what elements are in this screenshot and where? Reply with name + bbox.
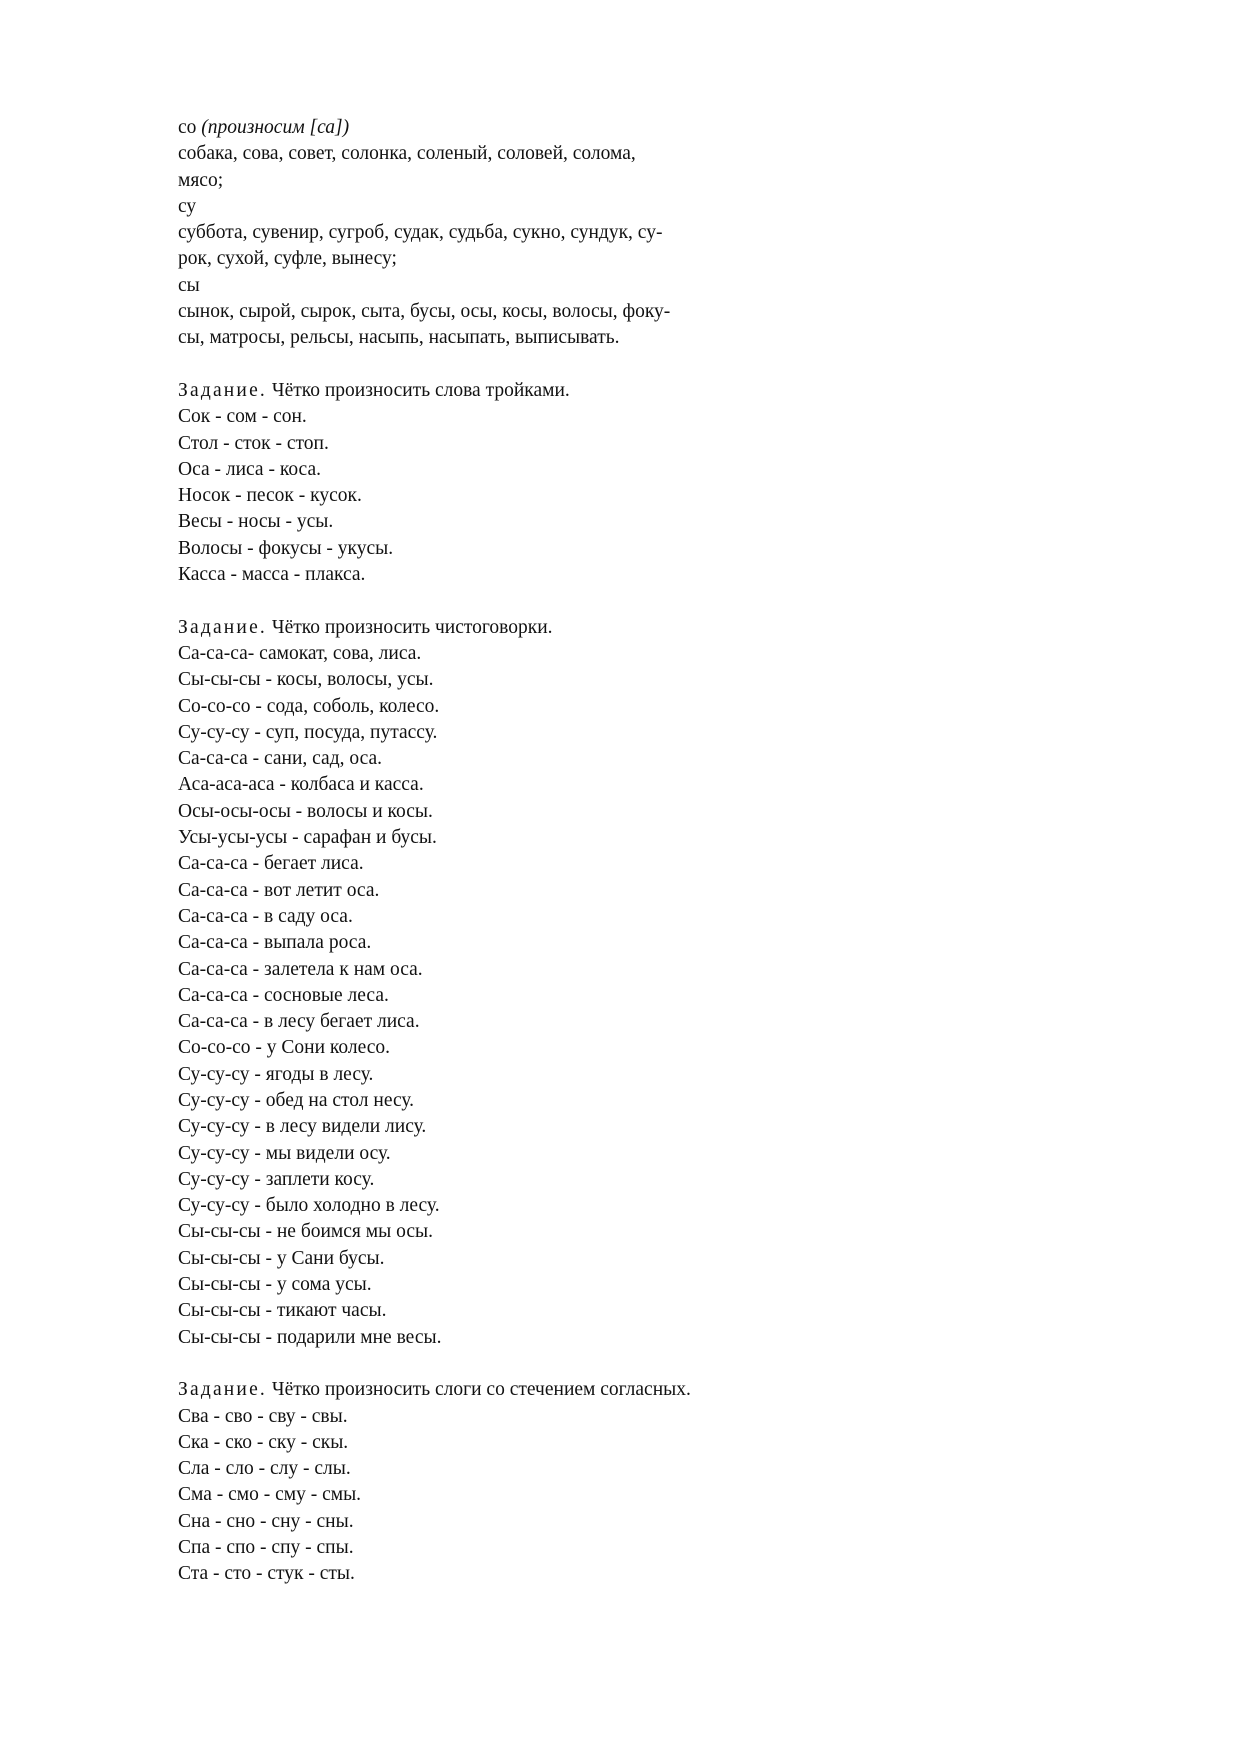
task-instruction: Чётко произносить слова тройками.	[267, 379, 570, 401]
task-heading-triplets	[178, 378, 798, 404]
exercise-line: Са-са-са - бегает лиса.	[178, 853, 364, 875]
exercise-line: Усы-усы-усы - сарафан и бусы.	[178, 827, 437, 849]
task-label: Задание.	[178, 616, 268, 638]
exercise-line: Са-са-са - выпала роса.	[178, 932, 372, 954]
exercise-line: Сы-сы-сы - косы, волосы, усы.	[178, 669, 434, 691]
exercise-line: Ста - сто - стук - сты.	[178, 1563, 355, 1585]
document-page	[178, 115, 798, 1588]
exercise-line: Су-су-су - мы видели осу.	[178, 1142, 391, 1164]
exercise-line: Сы-сы-сы - подарили мне весы.	[178, 1326, 442, 1348]
exercise-line: Со-со-со - у Сони колесо.	[178, 1037, 391, 1059]
tongue-twisters-list	[178, 641, 798, 1351]
paragraph-gap	[178, 1351, 798, 1377]
syllable-heading-so	[178, 115, 798, 141]
exercise-line: Сы-сы-сы - тикают часы.	[178, 1300, 387, 1322]
triplets-list	[178, 404, 798, 588]
exercise-line: Касса - масса - плакса.	[178, 564, 366, 586]
word-line: сы, матросы, рельсы, насыпь, насыпать, выписывать.	[178, 327, 620, 349]
paragraph-gap	[178, 352, 798, 378]
paragraph-gap	[178, 588, 798, 614]
word-line: суббота, сувенир, сугроб, судак, судьба, сукно, сундук, су-	[178, 222, 663, 244]
exercise-line: Су-су-су - заплети косу.	[178, 1168, 375, 1190]
exercise-line: Носок - песок - кусок.	[178, 485, 362, 507]
word-line: сынок, сырой, сырок, сыта, бусы, осы, косы, волосы, фоку-	[178, 301, 671, 323]
exercise-line: Стол - сток - стоп.	[178, 432, 329, 454]
exercise-line: Оса - лиса - коса.	[178, 458, 321, 480]
task-instruction: Чётко произносить чистоговорки.	[267, 616, 553, 638]
syllable-sy: сы	[178, 274, 200, 296]
exercise-line: Су-су-су - обед на стол несу.	[178, 1089, 415, 1111]
syllable-su: су	[178, 195, 197, 217]
exercise-line: Со-со-со - сода, соболь, колесо.	[178, 695, 440, 717]
exercise-line: Са-са-са - сани, сад, оса.	[178, 748, 383, 770]
word-line: рок, сухой, суфле, вынесу;	[178, 248, 397, 270]
exercise-line: Волосы - фокусы - укусы.	[178, 537, 394, 559]
task-heading-tongue-twisters	[178, 615, 798, 641]
exercise-line: Ска - ско - ску - скы.	[178, 1431, 349, 1453]
exercise-line: Са-са-са - залетела к нам оса.	[178, 958, 423, 980]
task-heading-clusters	[178, 1377, 798, 1403]
exercise-line: Са-са-са - в лесу бегает лиса.	[178, 1011, 420, 1033]
exercise-line: Сок - сом - сон.	[178, 406, 307, 428]
exercise-line: Спа - спо - спу - спы.	[178, 1537, 354, 1559]
task-label: Задание.	[178, 379, 268, 401]
exercise-line: Сва - сво - сву - свы.	[178, 1405, 348, 1427]
task-instruction: Чётко произносить слоги со стечением согласных.	[267, 1379, 691, 1401]
exercise-line: Са-са-са - сосновые леса.	[178, 984, 389, 1006]
exercise-line: Осы-осы-осы - волосы и косы.	[178, 800, 433, 822]
exercise-line: Весы - носы - усы.	[178, 511, 334, 533]
exercise-line: Су-су-су - суп, посуда, путассу.	[178, 721, 438, 743]
exercise-line: Су-су-су - ягоды в лесу.	[178, 1063, 374, 1085]
pronunciation-note: (произносим [са])	[201, 117, 350, 138]
exercise-line: Са-са-са- самокат, сова, лиса.	[178, 642, 422, 664]
syllable-so: со	[178, 117, 197, 138]
exercise-line: Аса-аса-аса - колбаса и касса.	[178, 774, 424, 796]
exercise-line: Су-су-су - было холодно в лесу.	[178, 1195, 440, 1217]
exercise-line: Сма - смо - сму - смы.	[178, 1484, 362, 1506]
clusters-list	[178, 1404, 798, 1588]
word-line: мясо;	[178, 169, 224, 191]
exercise-line: Сы-сы-сы - не боимся мы осы.	[178, 1221, 433, 1243]
exercise-line: Сна - сно - сну - сны.	[178, 1510, 354, 1532]
task-label: Задание.	[178, 1379, 268, 1401]
exercise-line: Су-су-су - в лесу видели лису.	[178, 1116, 427, 1138]
exercise-line: Сы-сы-сы - у сома усы.	[178, 1274, 372, 1296]
exercise-line: Са-са-са - вот летит оса.	[178, 879, 380, 901]
exercise-line: Са-са-са - в саду оса.	[178, 905, 353, 927]
exercise-line: Сы-сы-сы - у Сани бусы.	[178, 1247, 385, 1269]
exercise-line: Сла - сло - слу - слы.	[178, 1458, 351, 1480]
word-line: собака, сова, совет, солонка, соленый, соловей, солома,	[178, 143, 636, 165]
